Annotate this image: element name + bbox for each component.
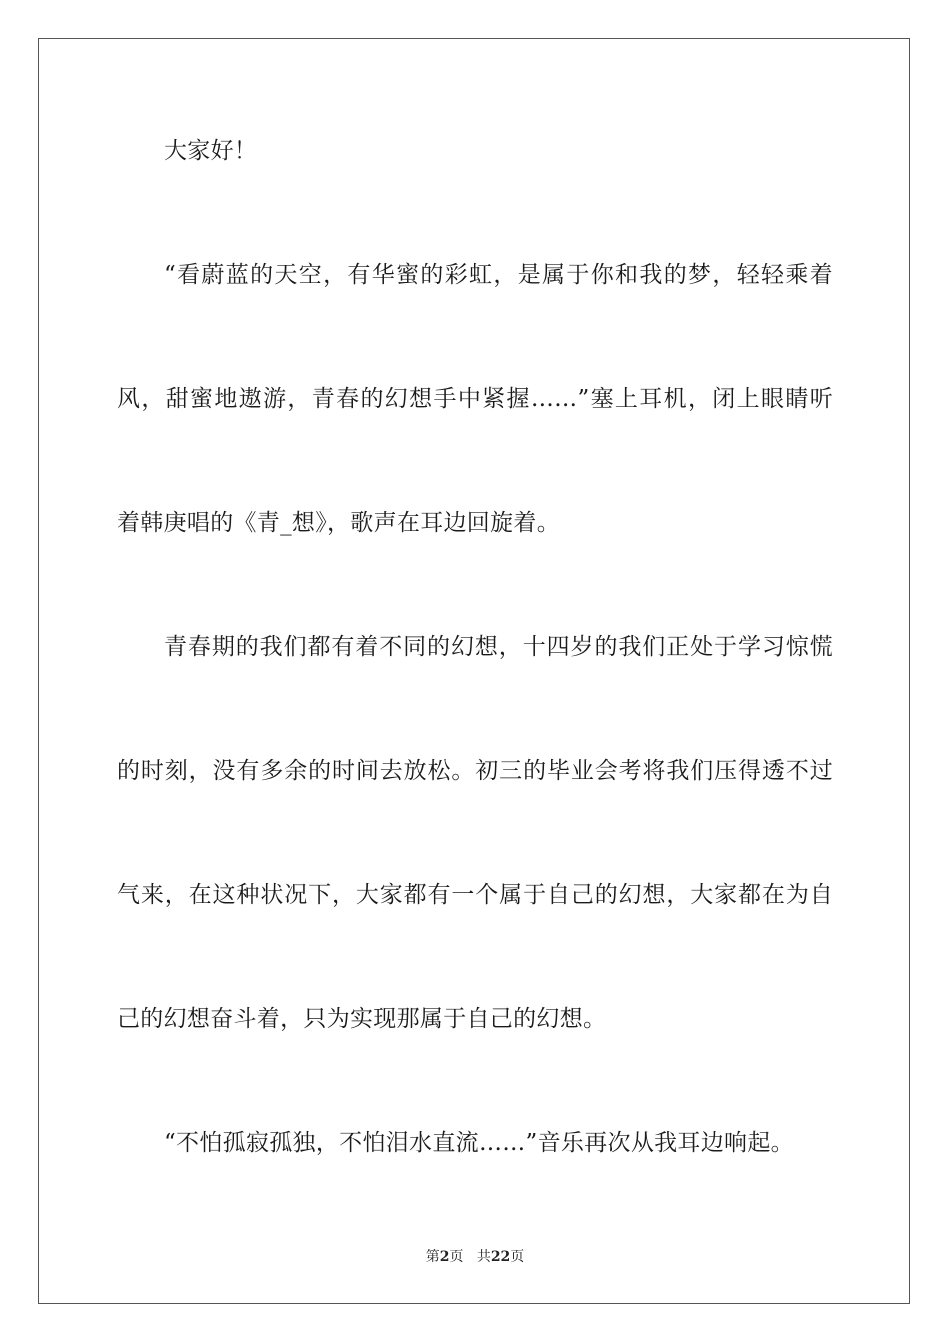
total-pages: 22 <box>490 1249 511 1265</box>
paragraph-line: 己的幻想奋斗着，只为实现那属于自己的幻想。 <box>117 1006 607 1032</box>
total-prefix: 共 <box>476 1249 491 1265</box>
page-footer <box>0 1248 950 1266</box>
paragraph-line: 青春期的我们都有着不同的幻想，十四岁的我们正处于学习惊慌 <box>164 634 833 660</box>
total-suffix: 页 <box>510 1249 525 1265</box>
page-prefix: 第 <box>425 1249 440 1265</box>
paragraph-line: “看蔚蓝的天空，有华蜜的彩虹，是属于你和我的梦，轻轻乘着 <box>164 262 833 288</box>
page-number: 2 <box>439 1249 450 1265</box>
greeting-line: 大家好！ <box>164 138 258 164</box>
page-border <box>38 38 910 1304</box>
paragraph-line: 气来，在这种状况下，大家都有一个属于自己的幻想，大家都在为自 <box>117 882 833 908</box>
paragraph-line: 风，甜蜜地遨游，青春的幻想手中紧握……”塞上耳机，闭上眼睛听 <box>117 386 833 412</box>
paragraph-line: 着韩庚唱的《青_想》，歌声在耳边回旋着。 <box>117 510 560 536</box>
paragraph-line: “不怕孤寂孤独，不怕泪水直流……”音乐再次从我耳边响起。 <box>164 1130 794 1156</box>
paragraph-line: 的时刻，没有多余的时间去放松。初三的毕业会考将我们压得透不过 <box>117 758 833 784</box>
page-suffix: 页 <box>449 1249 464 1265</box>
